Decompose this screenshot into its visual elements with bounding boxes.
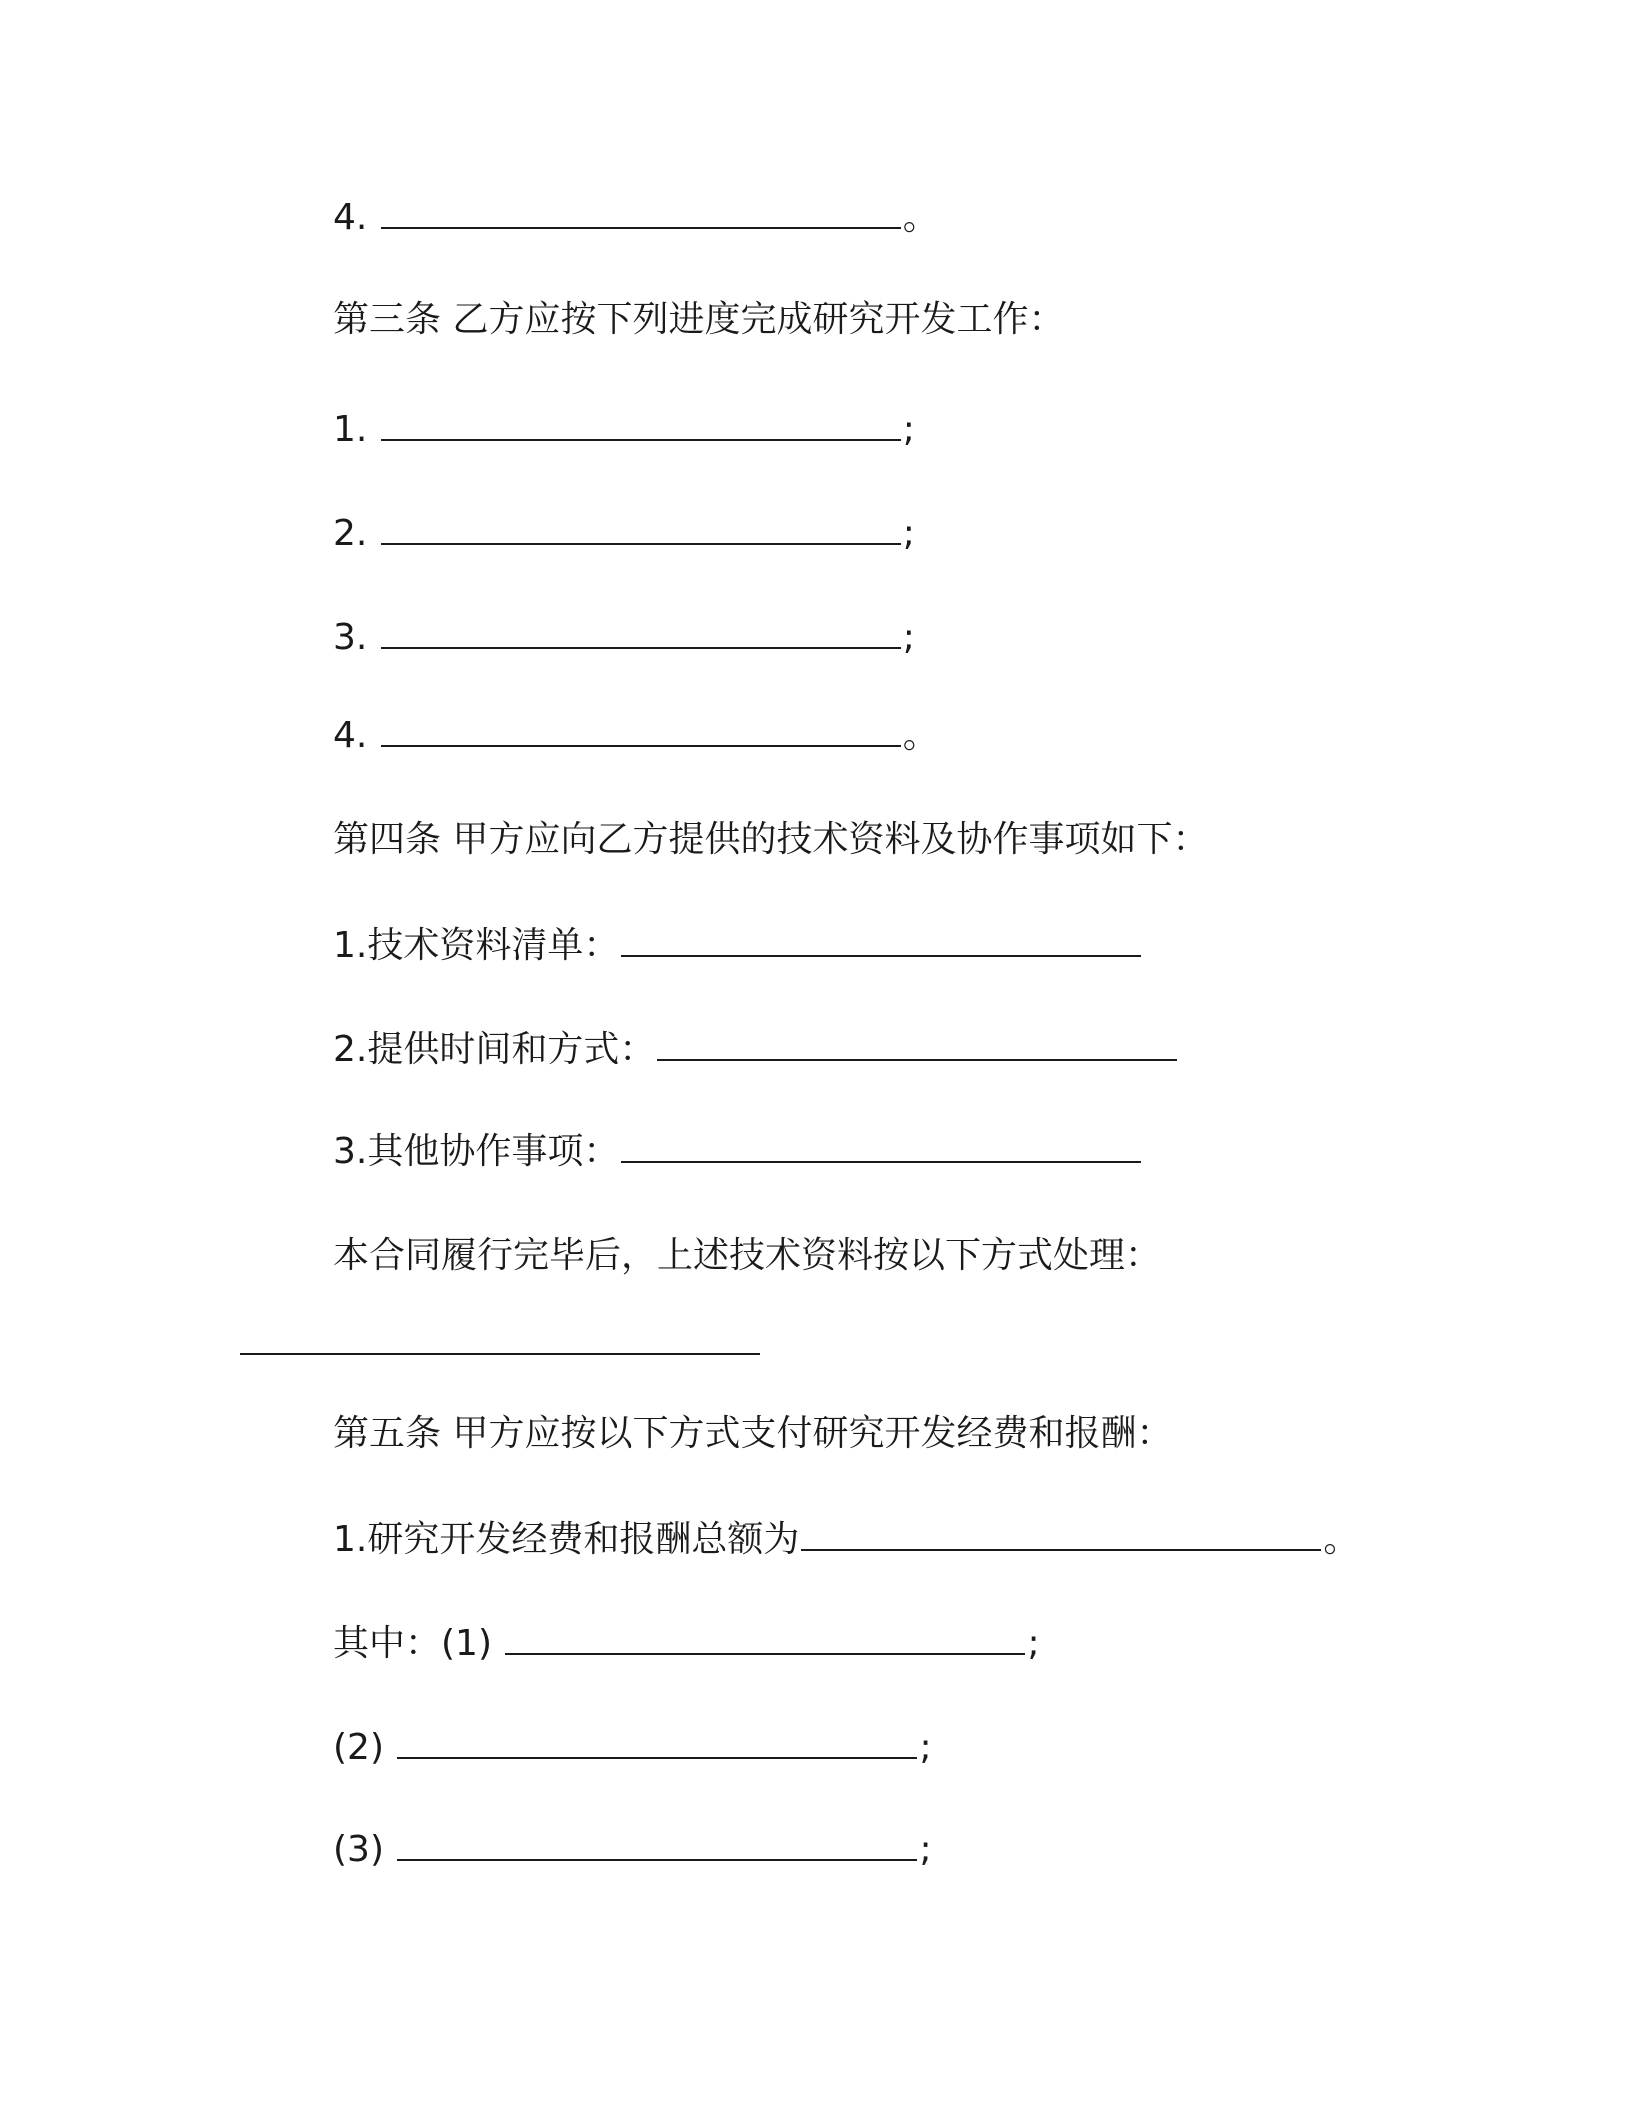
item-3-line (333, 616, 915, 660)
fill-in-blank[interactable] (621, 925, 1141, 957)
item-1-line (333, 408, 915, 452)
line-end-mark: 。 (1323, 1519, 1360, 1560)
fill-in-blank[interactable] (621, 1131, 1141, 1163)
item-1-label: 1. (333, 409, 379, 450)
total-amount-line (333, 1518, 1359, 1562)
item-4-label: 4. (333, 197, 379, 238)
line-end-mark: ; (919, 1829, 932, 1870)
item-2-label: 2. (333, 513, 379, 554)
fill-in-blank[interactable] (381, 617, 901, 649)
article-3-heading: 第三条 乙方应按下列进度完成研究开发工作： (333, 299, 1065, 340)
line-end-mark: 。 (902, 197, 939, 238)
item-3-label: 3. (333, 617, 379, 658)
fill-in-blank[interactable] (381, 715, 901, 747)
line-end-mark: ; (902, 409, 915, 450)
fill-in-blank[interactable] (240, 1323, 760, 1355)
fill-in-blank[interactable] (505, 1623, 1025, 1655)
article-4-heading: 第四条 甲方应向乙方提供的技术资料及协作事项如下： (333, 819, 1209, 860)
other-cooperation-line (333, 1130, 1143, 1174)
materials-handling-paragraph: 本合同履行完毕后，上述技术资料按以下方式处理： (333, 1235, 1162, 1276)
item-4-label: 4. (333, 715, 379, 756)
time-and-method-label: 2.提供时间和方式： (333, 1029, 656, 1070)
tech-materials-list-label: 1.技术资料清单： (333, 925, 620, 966)
fill-in-blank[interactable] (397, 1727, 917, 1759)
breakdown-item-2-label: (2) (333, 1727, 396, 1768)
line-end-mark: ; (902, 617, 915, 658)
item-4-line (333, 714, 939, 758)
line-end-mark: ; (902, 513, 915, 554)
total-amount-label: 1.研究开发经费和报酬总额为 (333, 1519, 800, 1560)
article-5-heading: 第五条 甲方应按以下方式支付研究开发经费和报酬： (333, 1413, 1173, 1454)
breakdown-item-2-line (333, 1726, 932, 1770)
line-end-mark: 。 (902, 715, 939, 756)
fill-in-blank[interactable] (801, 1519, 1321, 1551)
fill-in-blank[interactable] (381, 197, 901, 229)
materials-handling-blank-line (238, 1322, 762, 1366)
fill-in-blank[interactable] (381, 409, 901, 441)
breakdown-item-3-label: (3) (333, 1829, 396, 1870)
fill-in-blank[interactable] (397, 1829, 917, 1861)
breakdown-item-1-label: 其中：(1) (333, 1623, 504, 1664)
breakdown-item-3-line (333, 1828, 932, 1872)
breakdown-item-1-line (333, 1622, 1040, 1666)
time-and-method-line (333, 1028, 1179, 1072)
item-4-line (333, 196, 939, 240)
other-cooperation-label: 3.其他协作事项： (333, 1131, 620, 1172)
fill-in-blank[interactable] (381, 513, 901, 545)
line-end-mark: ; (1027, 1623, 1040, 1664)
line-end-mark: ; (919, 1727, 932, 1768)
item-2-line (333, 512, 915, 556)
fill-in-blank[interactable] (657, 1029, 1177, 1061)
tech-materials-list-line (333, 924, 1143, 968)
